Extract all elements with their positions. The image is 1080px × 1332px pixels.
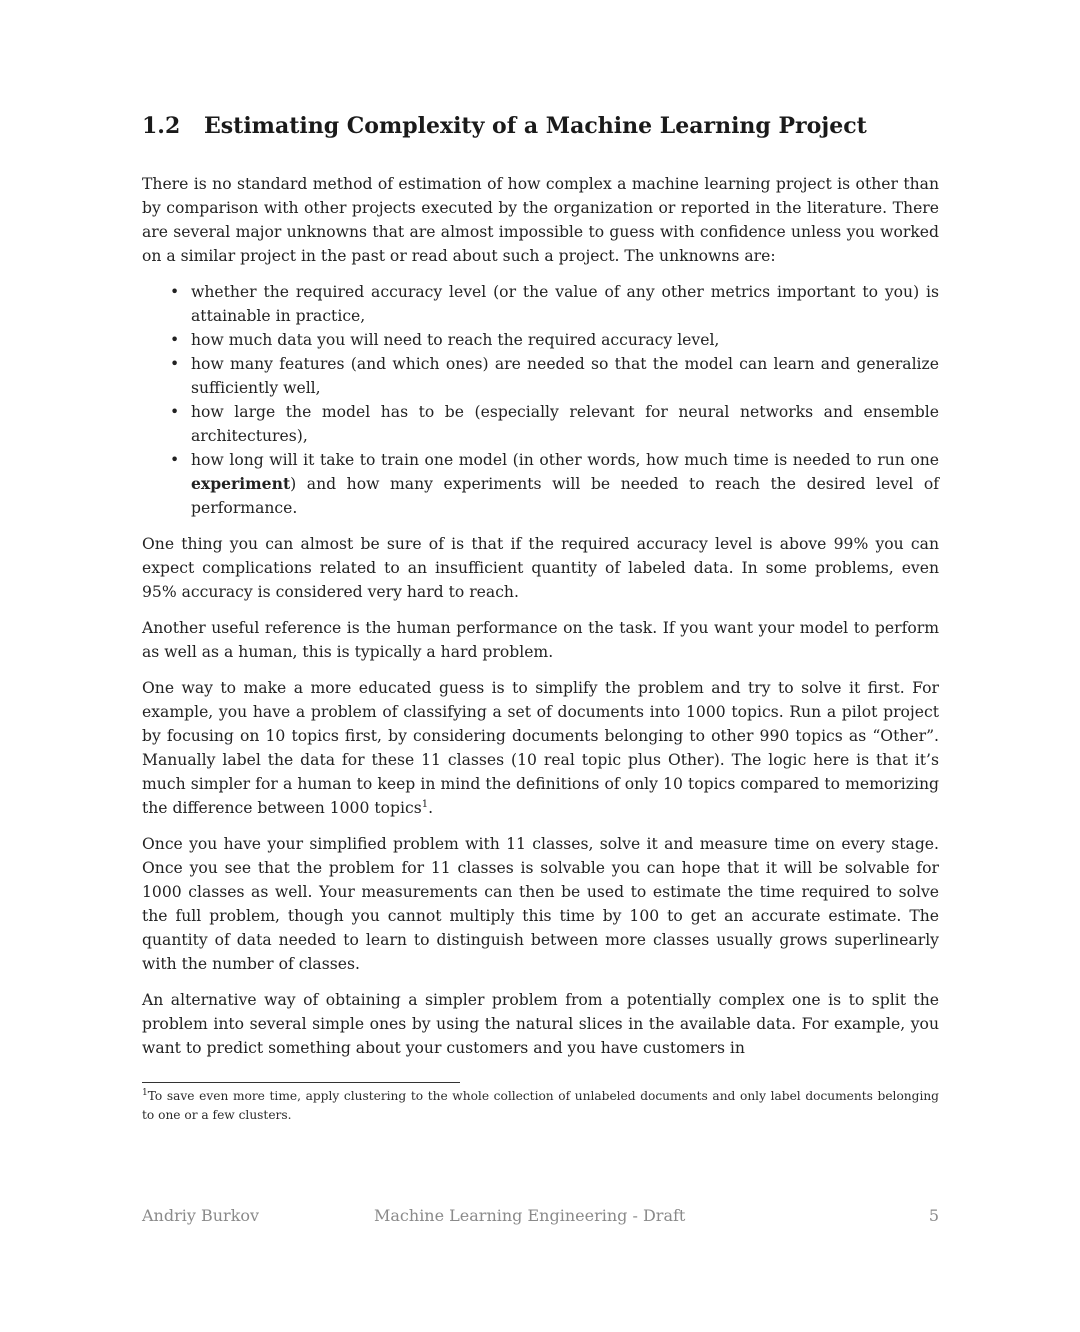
list-item [170,448,939,520]
bullet-icon: • [170,331,180,349]
page-footer [142,1204,939,1228]
list-item [170,280,939,328]
list-item [170,352,939,400]
footnote-text: To save even more time, apply clustering to the whole collection of unlabeled documents and only label documents belonging to one or a few clusters. [142,1089,939,1122]
footer-author: Andriy Burkov [142,1206,260,1225]
footnote-divider [142,1082,460,1083]
section-number: 1.2 [142,113,181,139]
footnote-reference[interactable]: 1 [421,798,429,810]
paragraph-simplify [142,676,939,820]
list-item [170,400,939,448]
list-item-text: how large the model has to be (especially relevant for neural networks and ensemble architectures), [191,403,939,445]
bullet-icon: • [170,403,180,421]
paragraph-simplify-end: . [428,799,434,817]
section-heading [142,108,939,144]
list-item-text: how many features (and which ones) are needed so that the model can learn and generalize sufficiently well, [191,355,939,397]
list-item-text-start: how long will it take to train one model (in other words, how much time is needed to run one [191,451,939,469]
paragraph-accuracy: One thing you can almost be sure of is that if the required accuracy level is above 99% you can expect complications related to an insufficient quantity of labeled data. In some problems, even 95% accuracy is considered very hard to reach. [142,535,939,601]
bullet-icon: • [170,283,180,301]
footer-book-title: Machine Learning Engineering - Draft [374,1206,686,1225]
bullet-icon: • [170,451,180,469]
paragraph-split: An alternative way of obtaining a simpler problem from a potentially complex one is to split the problem into several simple ones by using the natural slices in the available data. For example, you want to predict something about your customers and you have customers in [142,991,939,1057]
paragraph-measure: Once you have your simplified problem with 11 classes, solve it and measure time on every stage. Once you see that the problem for 11 classes is solvable you can hope that it will be solvable for 1000 classes as well. Your measurements can then be used to estimate the time required to solve the full problem, though you cannot multiply this time by 100 to get an accurate estimate. The quantity of data needed to learn to distinguish between more classes usually grows superlinearly with the number of classes. [142,835,939,973]
footnote-mark: 1 [142,1087,148,1098]
paragraph-simplify-text: One way to make a more educated guess is to simplify the problem and try to solve it first. For example, you have a problem of classifying a set of documents into 1000 topics. Run a pilot project by focusing on 10 topics first, by considering documents belonging to other 990 topics as “Other”. Manually label the data for these 11 classes (10 real topic plus Other). The logic here is that it’s much simpler for a human to keep in mind the definitions of only 10 topics compared to memorizing the difference between 1000 topics [142,679,939,817]
list-item-text-end: ) and how many experiments will be needed to reach the desired level of performance. [191,475,939,517]
paragraph-human-performance: Another useful reference is the human performance on the task. If you want your model to perform as well as a human, this is typically a hard problem. [142,619,939,661]
unknowns-list [142,280,939,520]
list-item-text: whether the required accuracy level (or the value of any other metrics important to you) is attainable in practice, [191,283,939,325]
bullet-icon: • [170,355,180,373]
list-item [170,328,939,352]
page-number: 5 [928,1206,939,1225]
list-item-text: how much data you will need to reach the required accuracy level, [191,331,720,349]
page-body [142,108,939,1072]
footnote [142,1087,939,1125]
emphasized-term: experiment [191,474,291,493]
intro-paragraph: There is no standard method of estimation of how complex a machine learning project is other than by comparison with other projects executed by the organization or reported in the literature. There are several major unknowns that are almost impossible to guess with confidence unless you worked on a similar project in the past or read about such a project. The unknowns are: [142,175,939,265]
section-title: Estimating Complexity of a Machine Learning Project [204,113,867,139]
